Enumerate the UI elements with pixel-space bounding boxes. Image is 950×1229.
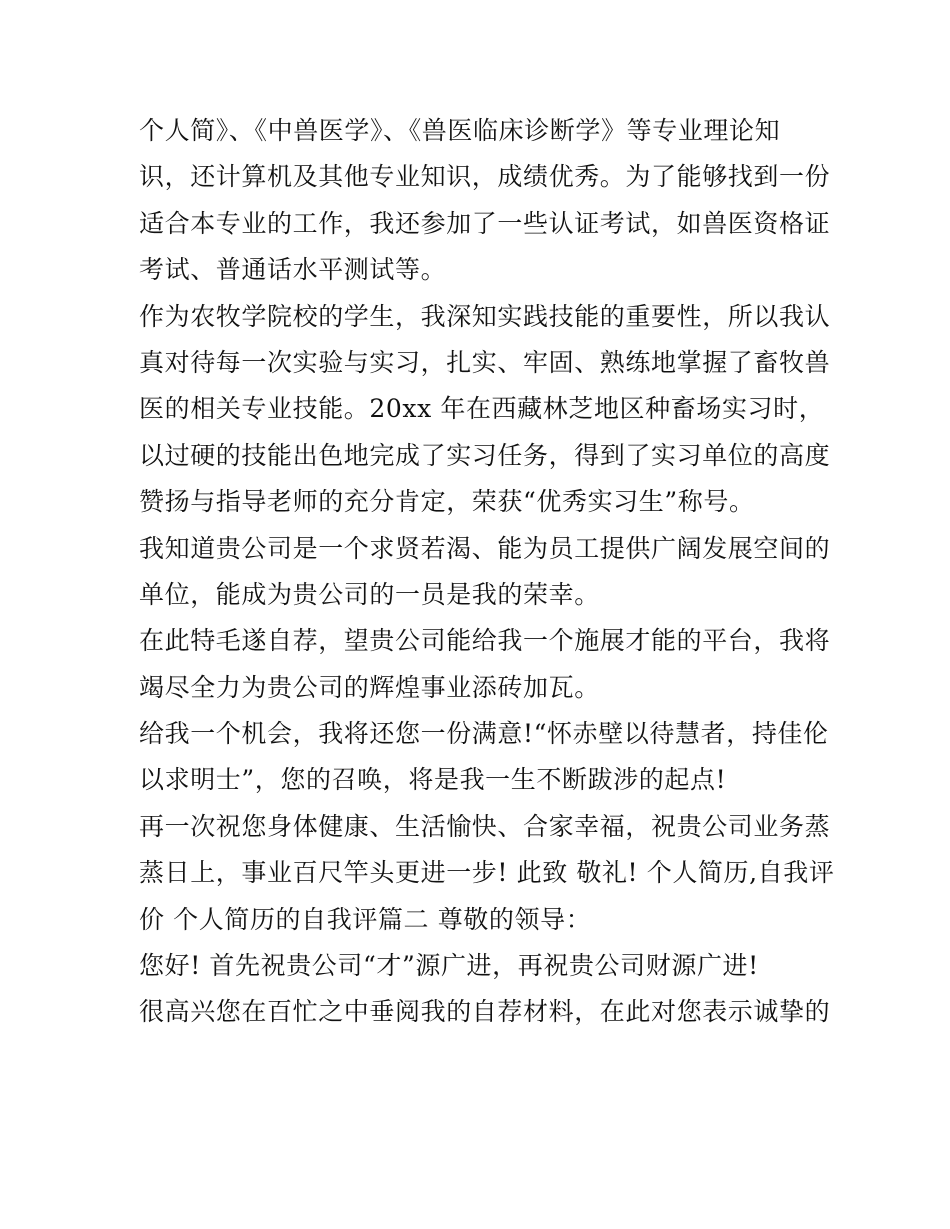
text-line: 考试、普通话水平测试等。 <box>139 255 447 285</box>
text-line: 再一次祝您身体健康、生活愉快、合家幸福，祝贵公司业务蒸 <box>139 811 831 841</box>
text-line: 在此特毛遂自荐，望贵公司能给我一个施展才能的平台，我将 <box>139 626 831 656</box>
text-line: 您好! 首先祝贵公司“才”源广进，再祝贵公司财源广进! <box>139 951 759 981</box>
text-line: 竭尽全力为贵公司的辉煌事业添砖加瓦。 <box>139 672 600 702</box>
text-line: 价 个人简历的自我评篇二 尊敬的领导： <box>139 904 592 934</box>
text-line: 很高兴您在百忙之中垂阅我的自荐材料，在此对您表示诚挚的 <box>139 997 831 1027</box>
text-line: 医的相关专业技能。20xx 年在西藏林芝地区种畜场实习时， <box>139 394 825 424</box>
text-line: 以过硬的技能出色地完成了实习任务，得到了实习单位的高度 <box>139 440 831 470</box>
document-body <box>139 108 835 1036</box>
text-line: 蒸日上，事业百尺竿头更进一步! 此致 敬礼! 个人简历,自我评 <box>139 858 835 888</box>
text-line: 我知道贵公司是一个求贤若渴、能为员工提供广阔发展空间的 <box>139 533 831 563</box>
text-line: 赞扬与指导老师的充分肯定，荣获“优秀实习生”称号。 <box>139 487 755 517</box>
text-line: 作为农牧学院校的学生，我深知实践技能的重要性，所以我认 <box>139 301 831 331</box>
text-line: 适合本专业的工作，我还参加了一些认证考试，如兽医资格证 <box>139 208 831 238</box>
text-line: 以求明士”，您的召唤，将是我一生不断跋涉的起点! <box>139 765 727 795</box>
text-line: 识，还计算机及其他专业知识，成绩优秀。为了能够找到一份 <box>139 162 831 192</box>
text-line: 给我一个机会，我将还您一份满意!“怀赤壁以待慧者，持佳伦 <box>139 719 829 749</box>
text-line: 个人简》、《中兽医学》、《兽医临床诊断学》等专业理论知 <box>139 116 781 145</box>
text-line: 真对待每一次实验与实习，扎实、牢固、熟练地掌握了畜牧兽 <box>139 347 831 377</box>
text-line: 单位，能成为贵公司的一员是我的荣幸。 <box>139 579 600 609</box>
